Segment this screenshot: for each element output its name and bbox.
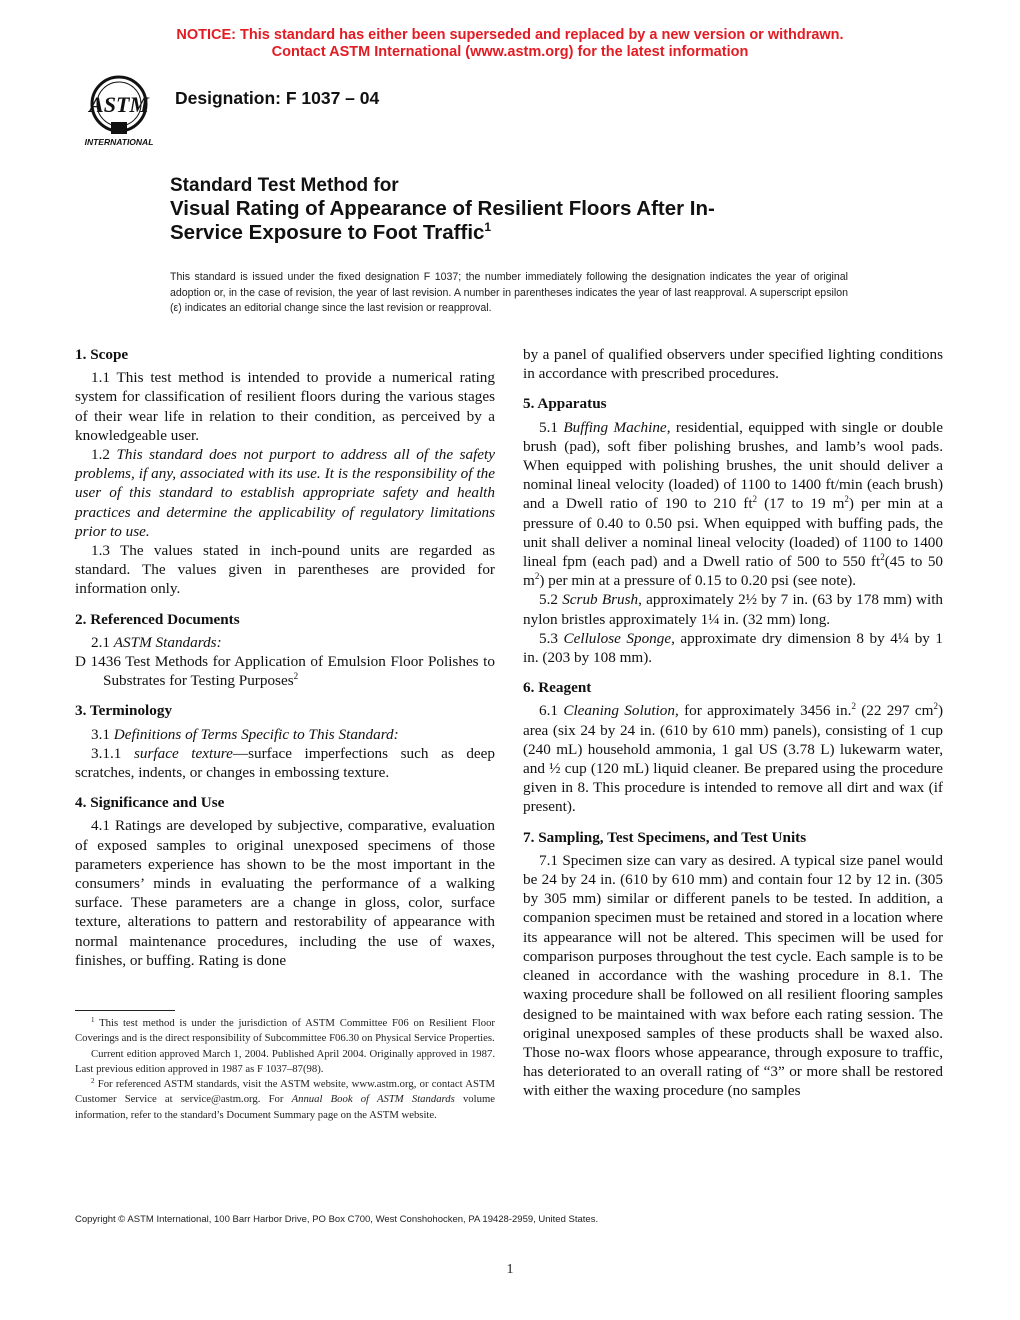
paragraph-5-1: 5.1 Buffing Machine, residential, equipped with single or double brush (pad), soft fiber polishing brushes, and lamb’s wool pads. When equipped with polishing brushes, the unit should deliver a nominal lineal velocity (loaded) of 1100 to 1400 ft/min (each brush) and a Dwell ratio of 190 to 210 $ft^2$ (17 to 19 $m^2$) per min at a pressure of 0.40 to 0.50 psi. When equipped with buffing pads, the unit shall deliver a nominal lineal velocity (loaded) of 1100 to 1400 lineal fpm (each pad) and a Dwell ratio of 500 to 550 $ft^2(45$ to 50 $m^2$) per min at a pressure of 0.15 to 0.20 psi (see note). [523, 418, 944, 590]
title-line-3: Service Exposure to Foot Traffic$^1$ [170, 220, 492, 244]
designation: Designation: F 1037 – 04 [175, 88, 380, 108]
paragraph-7-1: 7.1 Specimen size can vary as desired. A typical size panel would be 24 by 24 in. (610 by 610 mm) and contain four 12 by 12 in. (305 by 305 mm) similar or different panels to be tested. In addition, a companion specimen must be retained and stored in a location where its appearance will not be altered. This specimen will be used for comparison purposes throughout the test cycle. Each sample is to be cleaned in accordance with the washing procedure in 8.1. The waxing procedure shall be followed on all resilient flooring samples designed to be maintained with wax before each rating session. The original unexposed samples of these products shall be waxed also. Those no-wax floors whose appearance, through exposure to traffic, has deteriorated to an overall rating of “3” or more shall be restored with either the waxing procedure (no samples [523, 851, 943, 1100]
footnotes [75, 1016, 495, 1123]
notice-line-1: NOTICE: This standard has either been superseded and replaced by a new version or withdrawn. [176, 27, 844, 43]
section-heading-sampling: 7. Sampling, Test Specimens, and Test Units [523, 828, 807, 846]
referenced-document-d1436: D 1436 Test Methods for Application of Emulsion Floor Polishes to Substrates for Testing Purposes$^2$ [75, 653, 495, 690]
logo-text: ASTM [89, 92, 149, 117]
section-heading-scope: 1. Scope [75, 346, 129, 363]
footnote-1-edition: Current edition approved March 1, 2004. Published April 2004. Originally approved in 1987. Last previous edition approved in 1987 as F 1037–87(98). [75, 1047, 495, 1075]
section-heading-referenced-documents: 2. Referenced Documents [75, 610, 240, 628]
copyright-line: Copyright © ASTM International, 100 Barr Harbor Drive, PO Box C700, West Conshohocken, PA 19428-2959, United States. [75, 1214, 599, 1225]
right-column [523, 345, 943, 1101]
astm-logo [78, 72, 160, 148]
notice-line-2: Contact ASTM International (www.astm.org) for the latest information [271, 44, 749, 60]
left-column [75, 345, 495, 970]
paragraph-1-2: 1.2 This standard does not purport to address all of the safety problems, if any, associated with its use. It is the responsibility of the user of this standard to establish appropriate safety and health practices and determine the applicability of regulatory limitations prior to use. [75, 446, 496, 540]
logo-subtext: INTERNATIONAL [84, 137, 154, 147]
title-footnote-mark: 1 [484, 220, 492, 234]
paragraph-3-1: 3.1 Definitions of Terms Specific to This Standard: [91, 725, 399, 743]
paragraph-1-3: 1.3 The values stated in inch-pound units are regarded as standard. The values given in parentheses are provided for information only. [75, 542, 495, 598]
paragraph-5-2: 5.2 Scrub Brush, approximately 2½ by 7 in. (63 by 178 mm) with nylon bristles approximately 1¼ in. (32 mm) long. [523, 591, 944, 628]
document-title [170, 175, 870, 245]
paragraph-4-1-continued: by a panel of qualified observers under specified lighting conditions in accordance with prescribed procedures. [523, 346, 943, 383]
paragraph-6-1: 6.1 Cleaning Solution, for approximately 3456 in.$^2$ (22 297 $cm^2$) area (six 24 by 24 in. (610 by 610 mm) panels), consisting of 1 cup (240 mL) household ammonia, 1 gal US (3.78 L) lukewarm water, and ½ cup (120 mL) liquid cleaner. Be prepared using the procedure given in 8. This procedure is intended to remove all dirt and wax (if present). [523, 701, 944, 816]
page-number: 1 [506, 1262, 514, 1277]
section-heading-apparatus: 5. Apparatus [523, 395, 607, 413]
section-heading-reagent: 6. Reagent [523, 679, 592, 697]
section-heading-terminology: 3. Terminology [75, 702, 173, 720]
paragraph-1-1: 1.1 This test method is intended to provide a numerical rating system for classification of resilient floors during the various stages of their wear life in relation to their condition, as perceived by a knowledgeable user. [75, 369, 495, 444]
footnote-divider [75, 1010, 175, 1011]
title-line-2: Visual Rating of Appearance of Resilient Floors After In- [170, 197, 715, 220]
paragraph-4-1: 4.1 Ratings are developed by subjective, comparative, evaluation of exposed samples to original unexposed specimens of those parameters experience has shown to be the most important in the consumers’ minds in evaluating the performance of a walking surface. These parameters are a change in gloss, color, surface texture, alterations to pattern and restorability of appearance with normal maintenance procedures, including the use of waxes, finishes, or buffing. Rating is done [75, 817, 495, 969]
paragraph-5-3: 5.3 Cellulose Sponge, approximate dry dimension 8 by 4¼ by 1 in. (203 by 108 mm). [523, 629, 943, 667]
paragraph-3-1-1: 3.1.1 surface texture—surface imperfections such as deep scratches, indents, or changes in embossing texture. [75, 744, 496, 782]
preamble: This standard is issued under the fixed designation F 1037; the number immediately following the designation indicates the year of original adoption or, in the case of revision, the year of last revision. A number in parentheses indicates the year of last reapproval. A superscript epsilon (ε) indicates an editorial change since the last revision or reapproval. [170, 271, 848, 314]
title-line-1: Standard Test Method for [170, 175, 399, 196]
section-heading-significance: 4. Significance and Use [75, 794, 225, 812]
paragraph-2-1: 2.1 ASTM Standards: [91, 633, 222, 651]
superseded-notice [0, 27, 1020, 61]
footnote-2: $^2$ For referenced ASTM standards, visit the ASTM website, www.astm.org, or contact ASTM Customer Service at service@astm.org. For Annual Book of ASTM Standards volume information, refer to the standard’s Document Summary page on the ASTM website. [75, 1077, 496, 1121]
footnote-1: $^1$ This test method is under the jurisdiction of ASTM Committee F06 on Resilient Floor Coverings and is the direct responsibility of Subcommittee F06.30 on Physical Service Properties. [75, 1016, 495, 1045]
